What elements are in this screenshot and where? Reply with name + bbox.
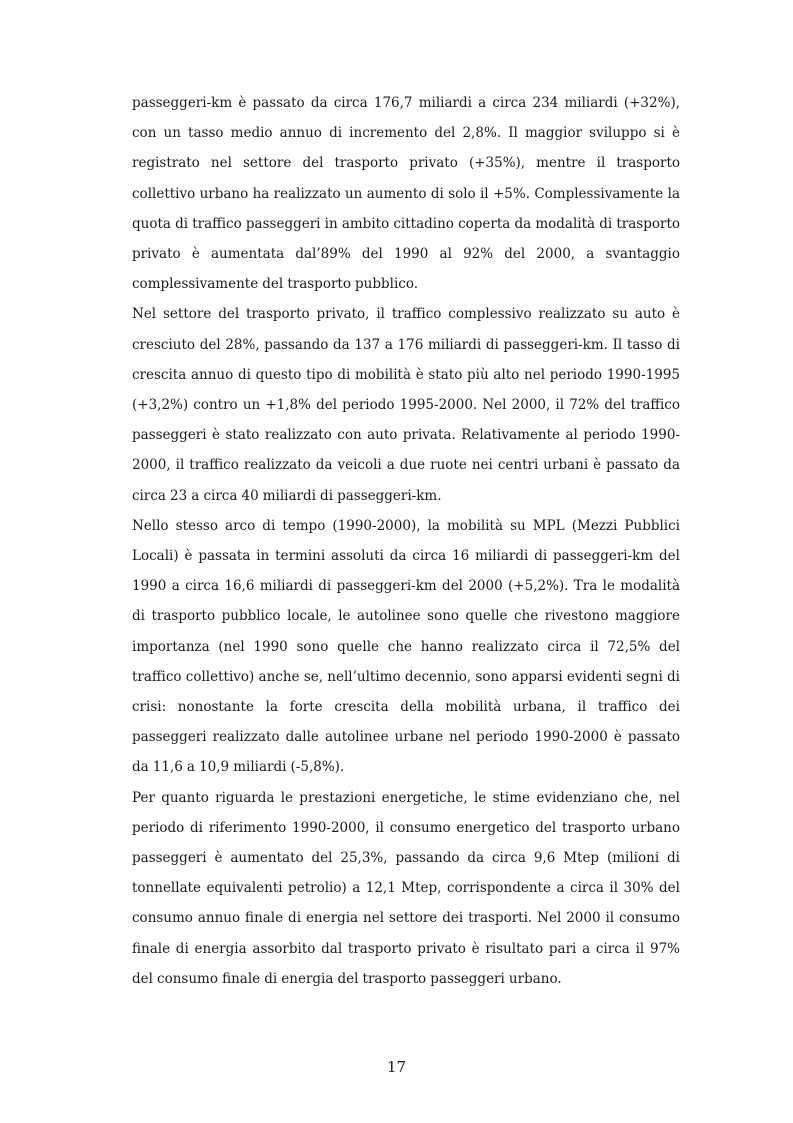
paragraph-passenger-km: passeggeri-km è passato da circa 176,7 miliardi a circa 234 miliardi (+32%), con un tasso medio annuo di incremento del 2,8%. Il maggior sviluppo si è registrato nel settore del trasporto privato (+35%), mentre il trasporto collettivo urbano ha realizzato un aumento di solo il +5%. Complessivamente la quota di traffico passeggeri in ambito cittadino coperta da modalità di trasporto privato è aumentata dal’89% del 1990 al 92% del 2000, a svantaggio complessivamente del trasporto pubblico. [132, 95, 680, 293]
page-number: 17 [386, 1058, 407, 1076]
page-body [132, 88, 680, 994]
paragraph-public-transport: Nello stesso arco di tempo (1990-2000), la mobilità su MPL (Mezzi Pubblici Locali) è passata in termini assoluti da circa 16 miliardi di passeggeri-km del 1990 a circa 16,6 miliardi di passeggeri-km del 2000 (+5,2%). Tra le modalità di trasporto pubblico locale, le autolinee sono quelle che rivestono maggiore importanza (nel 1990 sono quelle che hanno realizzato circa il 72,5% del traffico collettivo) anche se, nell’ultimo decennio, sono apparsi evidenti segni di crisi: nonostante la forte crescita della mobilità urbana, il traffico dei passeggeri realizzato dalle autolinee urbane nel periodo 1990-2000 è passato da 11,6 a 10,9 miliardi (-5,8%). [132, 517, 680, 776]
paragraph-energy-consumption: Per quanto riguarda le prestazioni energetiche, le stime evidenziano che, nel periodo di riferimento 1990-2000, il consumo energetico del trasporto urbano passeggeri è aumentato del 25,3%, passando da circa 9,6 Mtep (milioni di tonnellate equivalenti petrolio) a 12,1 Mtep, corrispondente a circa il 30% del consumo annuo finale di energia nel settore dei trasporti. Nel 2000 il consumo finale di energia assorbito dal trasporto privato è risultato pari a circa il 97% del consumo finale di energia del trasporto passeggeri urbano. [132, 789, 680, 987]
paragraph-private-transport: Nel settore del trasporto privato, il traffico complessivo realizzato su auto è cresciuto del 28%, passando da 137 a 176 miliardi di passeggeri-km. Il tasso di crescita annuo di questo tipo di mobilità è stato più alto nel periodo 1990-1995 (+3,2%) contro un +1,8% del periodo 1995-2000. Nel 2000, il 72% del traffico passeggeri è stato realizzato con auto privata. Relativamente al periodo 1990-2000, il traffico realizzato da veicoli a due ruote nei centri urbani è passato da circa 23 a circa 40 miliardi di passeggeri-km. [132, 306, 680, 504]
